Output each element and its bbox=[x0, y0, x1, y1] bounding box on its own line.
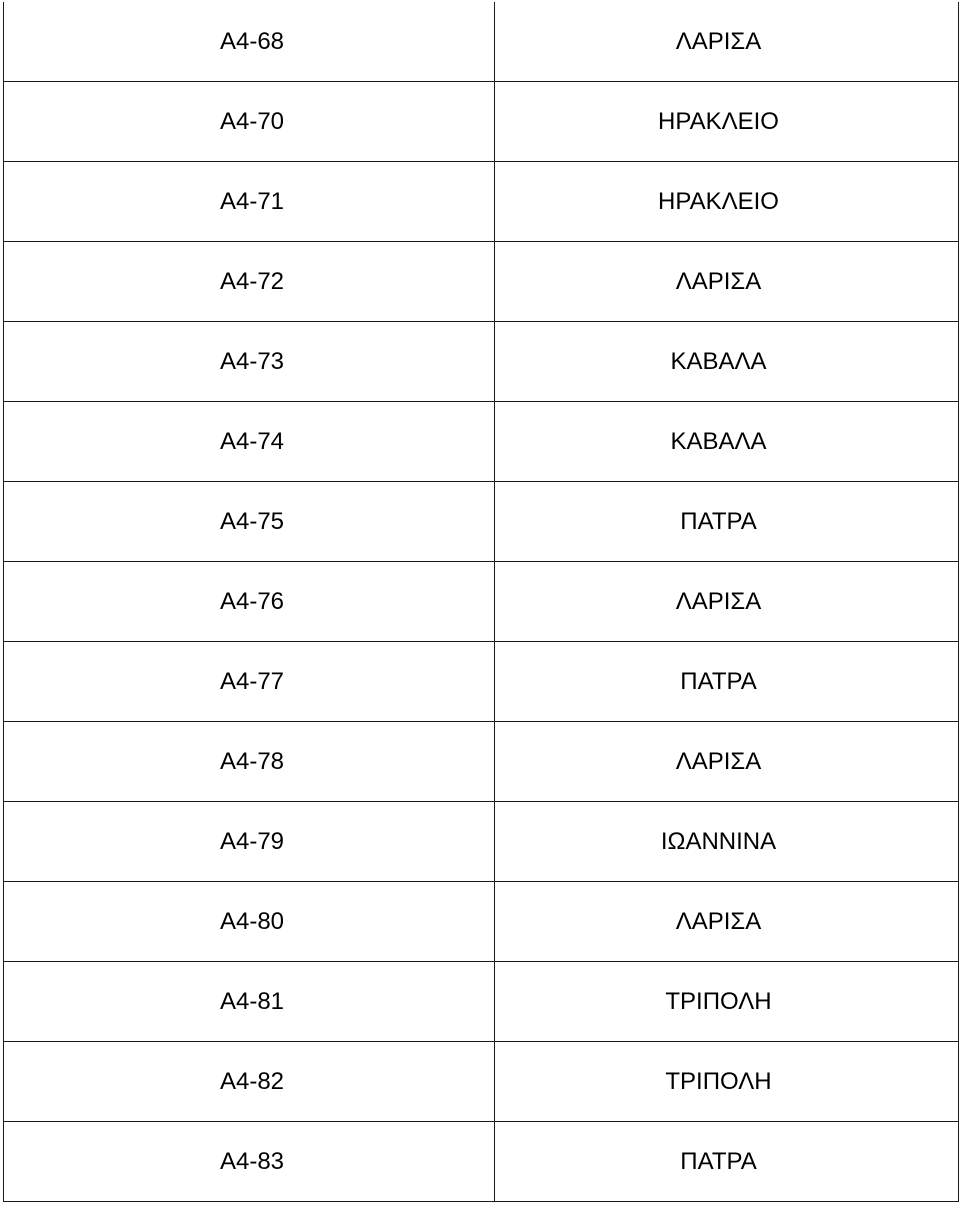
city-cell bbox=[495, 1122, 959, 1202]
code-cell bbox=[4, 562, 495, 642]
code-text: A4-82 bbox=[219, 1067, 285, 1095]
city-text: ΠΑΤΡΑ bbox=[680, 507, 757, 535]
table-row bbox=[4, 562, 959, 642]
city-text: ΤΡΙΠΟΛΗ bbox=[665, 1067, 772, 1095]
city-text: ΛΑΡΙΣΑ bbox=[675, 747, 762, 775]
city-cell bbox=[495, 162, 959, 242]
city-cell bbox=[495, 242, 959, 322]
code-text: A4-74 bbox=[219, 427, 285, 455]
table-row bbox=[4, 402, 959, 482]
code-cell bbox=[4, 882, 495, 962]
city-cell bbox=[495, 722, 959, 802]
city-text: ΛΑΡΙΣΑ bbox=[675, 907, 762, 935]
city-cell bbox=[495, 82, 959, 162]
code-text: A4-81 bbox=[219, 987, 285, 1015]
city-text: ΗΡΑΚΛΕΙΟ bbox=[658, 107, 779, 135]
code-text: A4-83 bbox=[219, 1147, 285, 1175]
code-text: A4-78 bbox=[219, 747, 285, 775]
code-text: A4-72 bbox=[219, 267, 285, 295]
table-row bbox=[4, 962, 959, 1042]
code-text: A4-77 bbox=[219, 667, 285, 695]
table-row bbox=[4, 162, 959, 242]
code-cell bbox=[4, 802, 495, 882]
code-cell bbox=[4, 1122, 495, 1202]
table-row bbox=[4, 322, 959, 402]
city-cell bbox=[495, 802, 959, 882]
code-cell bbox=[4, 162, 495, 242]
city-cell bbox=[495, 1042, 959, 1122]
code-cell bbox=[4, 402, 495, 482]
code-cell bbox=[4, 82, 495, 162]
code-cell bbox=[4, 2, 495, 82]
city-text: ΛΑΡΙΣΑ bbox=[675, 27, 762, 55]
code-cell bbox=[4, 722, 495, 802]
code-text: A4-71 bbox=[219, 187, 285, 215]
city-text: ΚΑΒΑΛΑ bbox=[670, 427, 767, 455]
code-city-table bbox=[3, 2, 959, 1202]
table-row bbox=[4, 722, 959, 802]
city-text: ΚΑΒΑΛΑ bbox=[670, 347, 767, 375]
city-text: ΤΡΙΠΟΛΗ bbox=[665, 987, 772, 1015]
city-text: ΛΑΡΙΣΑ bbox=[675, 267, 762, 295]
table-row bbox=[4, 1042, 959, 1122]
code-text: A4-68 bbox=[219, 27, 285, 55]
city-cell bbox=[495, 2, 959, 82]
code-text: A4-73 bbox=[219, 347, 285, 375]
city-cell bbox=[495, 642, 959, 722]
city-text: ΠΑΤΡΑ bbox=[680, 667, 757, 695]
city-cell bbox=[495, 962, 959, 1042]
table-row bbox=[4, 242, 959, 322]
city-cell bbox=[495, 882, 959, 962]
city-text: ΛΑΡΙΣΑ bbox=[675, 587, 762, 615]
code-cell bbox=[4, 242, 495, 322]
table-body bbox=[4, 2, 959, 1202]
table-row bbox=[4, 482, 959, 562]
city-cell bbox=[495, 402, 959, 482]
table-row bbox=[4, 802, 959, 882]
city-cell bbox=[495, 562, 959, 642]
city-cell bbox=[495, 482, 959, 562]
code-text: A4-75 bbox=[219, 507, 285, 535]
city-text: ΗΡΑΚΛΕΙΟ bbox=[658, 187, 779, 215]
code-text: A4-70 bbox=[219, 107, 285, 135]
table-row bbox=[4, 82, 959, 162]
table-row bbox=[4, 2, 959, 82]
code-cell bbox=[4, 642, 495, 722]
code-cell bbox=[4, 482, 495, 562]
code-cell bbox=[4, 322, 495, 402]
city-text: ΙΩΑΝΝΙΝΑ bbox=[660, 827, 777, 855]
city-text: ΠΑΤΡΑ bbox=[680, 1147, 757, 1175]
code-cell bbox=[4, 1042, 495, 1122]
table-row bbox=[4, 642, 959, 722]
table-row bbox=[4, 1122, 959, 1202]
code-cell bbox=[4, 962, 495, 1042]
table-row bbox=[4, 882, 959, 962]
city-cell bbox=[495, 322, 959, 402]
code-text: A4-79 bbox=[219, 827, 285, 855]
code-text: A4-80 bbox=[219, 907, 285, 935]
code-text: A4-76 bbox=[219, 587, 285, 615]
